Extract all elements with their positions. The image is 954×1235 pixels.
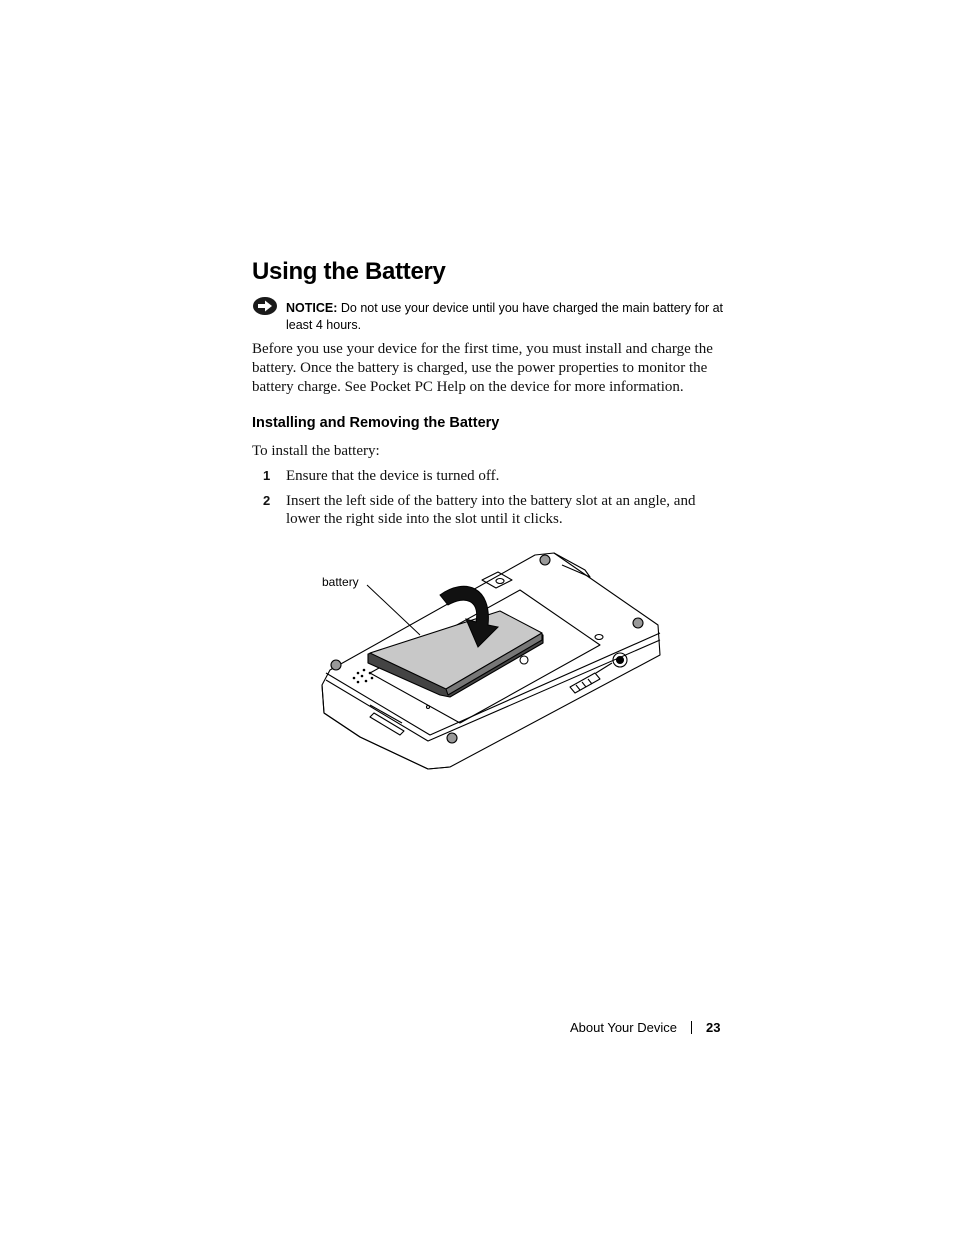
notice-label: NOTICE: <box>286 301 338 315</box>
notice-body: Do not use your device until you have charged the main battery for at least 4 hours. <box>286 301 724 332</box>
notice-text <box>286 300 732 334</box>
step-number: 2 <box>263 493 271 508</box>
step-number: 1 <box>263 468 271 483</box>
step-text: Insert the left side of the battery into the battery slot at an angle, and lower the right side into the slot until it clicks. <box>286 493 696 527</box>
footer-divider <box>691 1021 692 1034</box>
step-text: Ensure that the device is turned off. <box>286 468 500 484</box>
section-heading: Installing and Removing the Battery <box>252 415 500 431</box>
battery-installation-figure <box>300 545 670 780</box>
intro-paragraph: Before you use your device for the first time, you must install and charge the battery. Once the battery is charged, use the power properties to monitor the battery charge. See Pocket PC Help on the device for more information. <box>252 341 713 395</box>
page-footer <box>570 1020 720 1035</box>
notice-arrow-icon <box>252 296 278 316</box>
steps-intro: To install the battery: <box>252 443 380 459</box>
footer-page-number: 23 <box>705 1020 721 1035</box>
battery-callout-label: battery <box>322 575 359 589</box>
page-title: Using the Battery <box>252 258 446 285</box>
footer-section-name: About Your Device <box>570 1020 677 1035</box>
